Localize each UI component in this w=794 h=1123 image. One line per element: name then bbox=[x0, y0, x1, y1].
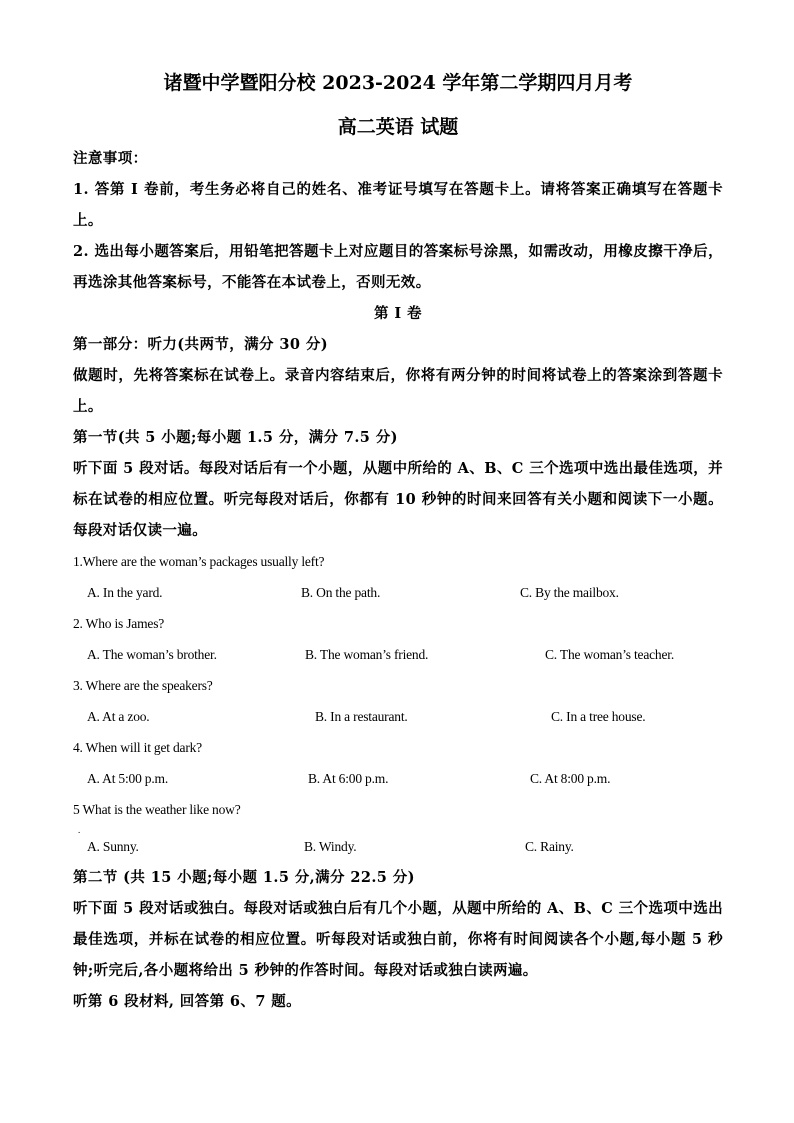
question-stem: 1.Where are the woman’s packages usually left? bbox=[73, 554, 325, 569]
section1-instruction: 听下面 5 段对话。每段对话后有一个小题，从题中所给的 A、B、C 三个选项中选出最佳选项，并标在试卷的相应位置。听完每段对话后，你都有 10 秒钟的时间来回答有关小题和阅读下一小题。每段对话仅读一遍。 bbox=[73, 460, 723, 539]
notice-item-1: 1. 答第 I 卷前，考生务必将自己的姓名、准考证号填写在答题卡上。请将答案正确填写在答题卡上。 bbox=[73, 181, 723, 229]
option-b: B. On the path. bbox=[301, 585, 381, 600]
question-stem: 3. Where are the speakers? bbox=[73, 678, 213, 693]
question-stem: 4. When will it get dark? bbox=[73, 740, 202, 755]
option-c: C. Rainy. bbox=[525, 839, 574, 854]
question-stem: 2. Who is James? bbox=[73, 616, 165, 631]
section2-instruction: 听下面 5 段对话或独白。每段对话或独白后有几个小题，从题中所给的 A、B、C 三个选项中选出最佳选项，并标在试卷的相应位置。听每段对话或独白前，你将有时间阅读各个小题,每小题 5 秒钟;听完后,各小题将给出 5 秒钟的作答时间。每段对话或独白读两遍。 bbox=[73, 900, 723, 979]
option-a: A. At a zoo. bbox=[87, 709, 150, 724]
option-a: A. Sunny. bbox=[87, 839, 139, 854]
stray-mark: . bbox=[78, 825, 81, 835]
notice-heading: 注意事项： bbox=[73, 150, 148, 167]
option-a: A. In the yard. bbox=[87, 585, 163, 600]
question-options bbox=[73, 701, 723, 732]
option-b: B. The woman’s friend. bbox=[305, 647, 429, 662]
exam-page bbox=[73, 62, 723, 1017]
option-a: A. At 5:00 p.m. bbox=[87, 771, 169, 786]
option-a: A. The woman’s brother. bbox=[87, 647, 217, 662]
option-c: C. At 8:00 p.m. bbox=[530, 771, 611, 786]
section1-heading: 第一节(共 5 小题;每小题 1.5 分，满分 7.5 分) bbox=[73, 429, 398, 446]
option-b: B. Windy. bbox=[304, 839, 357, 854]
option-b: B. At 6:00 p.m. bbox=[308, 771, 389, 786]
section2-heading: 第二节 (共 15 小题;每小题 1.5 分,满分 22.5 分) bbox=[73, 869, 415, 886]
question-options bbox=[73, 831, 723, 862]
volume-label: 第 I 卷 bbox=[374, 305, 422, 322]
section2-next: 听第 6 段材料, 回答第 6、7 题。 bbox=[73, 993, 302, 1010]
question-options bbox=[73, 639, 723, 670]
part1-instruction: 做题时，先将答案标在试卷上。录音内容结束后，你将有两分钟的时间将试卷上的答案涂到答题卡上。 bbox=[73, 367, 723, 415]
question-options bbox=[73, 577, 723, 608]
question-stem: 5 What is the weather like now? bbox=[73, 802, 241, 817]
notice-item-2: 2. 选出每小题答案后，用铅笔把答题卡上对应题目的答案标号涂黑，如需改动，用橡皮擦干净后，再选涂其他答案标号，不能答在本试卷上，否则无效。 bbox=[73, 243, 723, 291]
option-b: B. In a restaurant. bbox=[315, 709, 408, 724]
question-options bbox=[73, 763, 723, 794]
option-c: C. By the mailbox. bbox=[520, 585, 619, 600]
option-c: C. The woman’s teacher. bbox=[545, 647, 674, 662]
exam-subtitle: 高二英语 试题 bbox=[337, 116, 459, 138]
part1-heading: 第一部分：听力(共两节，满分 30 分) bbox=[73, 336, 328, 353]
option-c: C. In a tree house. bbox=[551, 709, 646, 724]
exam-title: 诸暨中学暨阳分校 2023-2024 学年第二学期四月月考 bbox=[163, 72, 633, 94]
